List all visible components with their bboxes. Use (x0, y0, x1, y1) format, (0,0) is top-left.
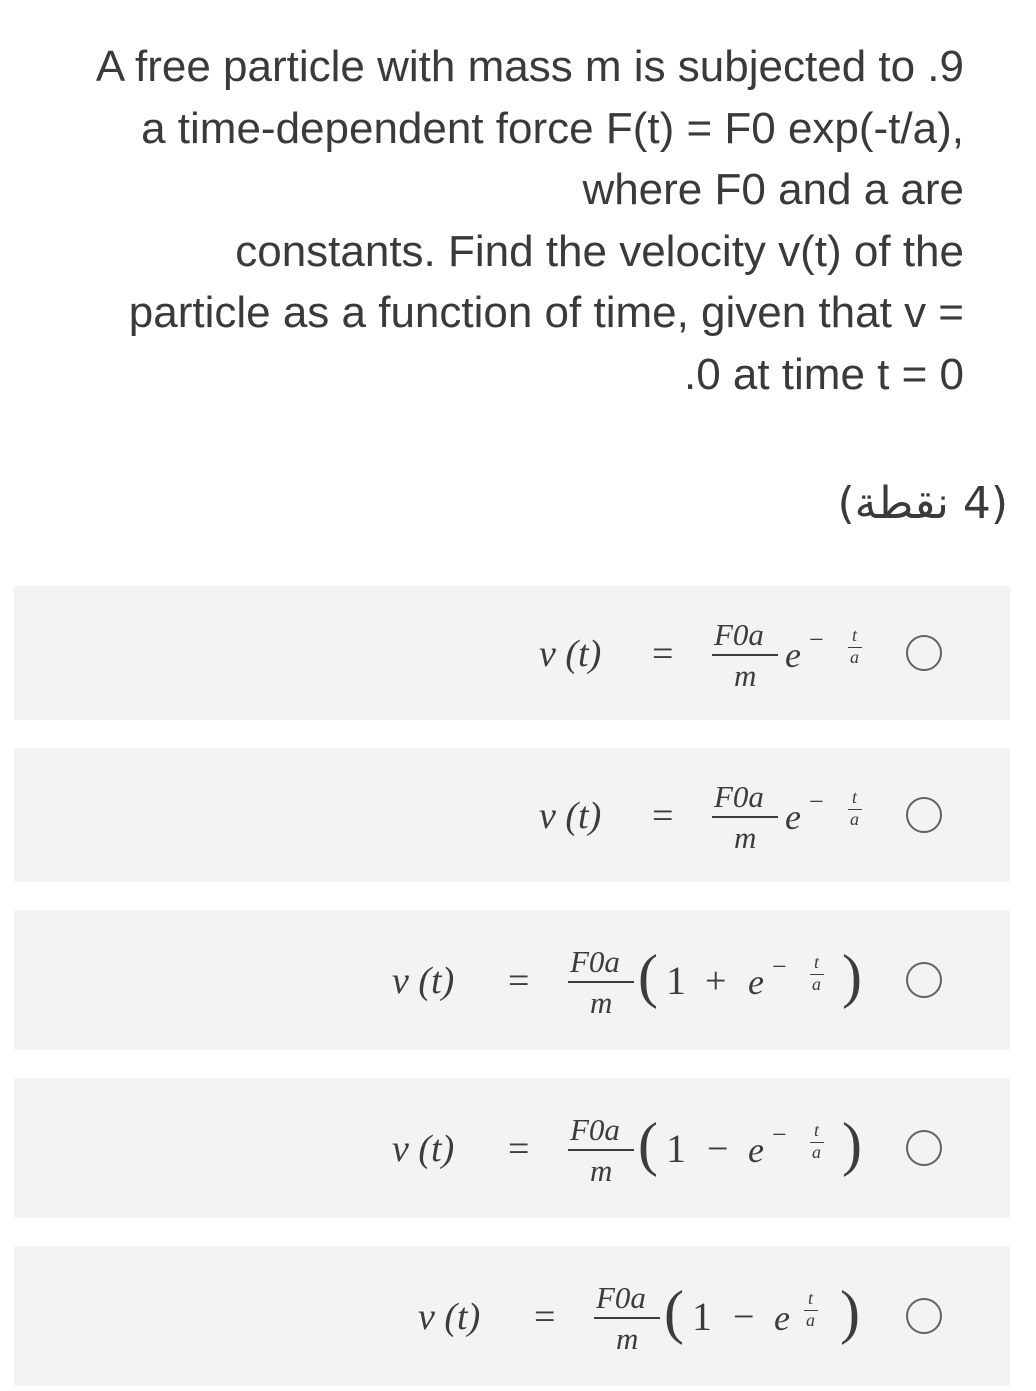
close-paren: ) (842, 1111, 862, 1177)
fraction-numerator: F0a (570, 1112, 620, 1147)
formula-lhs: v (t) (418, 1296, 481, 1338)
exp-denominator: a (850, 647, 859, 667)
formula-equals: = (534, 1296, 556, 1338)
formula-operator: − (707, 1128, 729, 1170)
fraction-numerator: F0a (714, 617, 764, 652)
radio-button[interactable] (906, 797, 942, 833)
answer-option-1[interactable] (14, 586, 1010, 720)
formula-lhs: v (t) (392, 1128, 455, 1170)
exp-sign: − (772, 1120, 787, 1149)
fraction-numerator: F0a (570, 944, 620, 979)
exp-numerator: t (814, 1120, 820, 1140)
question-line: A free particle with mass m is subjected to .9 (95, 42, 964, 91)
fraction-denominator: m (590, 985, 613, 1020)
option-formula (534, 603, 894, 703)
fraction-bar (712, 816, 778, 818)
option-formula (390, 1098, 890, 1198)
formula-lhs: v (t) (392, 960, 455, 1002)
exp-sign: − (809, 625, 824, 654)
points-label: (4 نقطة) (837, 478, 1008, 529)
open-paren: ( (664, 1279, 684, 1345)
fraction-bar (594, 1317, 660, 1319)
formula-one: 1 (666, 958, 686, 1003)
answer-option-2[interactable] (14, 748, 1010, 882)
question-line: where F0 and a are (582, 165, 964, 214)
formula-one: 1 (692, 1294, 712, 1339)
exp-denominator: a (850, 809, 859, 829)
fraction-denominator: m (734, 820, 757, 855)
option-formula (416, 1266, 896, 1366)
fraction-denominator: m (616, 1321, 639, 1356)
answer-option-5[interactable] (14, 1246, 1010, 1386)
formula-equals: = (652, 633, 674, 675)
exp-base: e (785, 797, 801, 837)
fraction-numerator: F0a (596, 1280, 646, 1315)
fraction-numerator: F0a (714, 779, 764, 814)
question-line: constants. Find the velocity v(t) of the (235, 226, 964, 276)
formula-operator: + (705, 960, 727, 1002)
formula-operator: − (733, 1296, 755, 1338)
open-paren: ( (638, 1111, 658, 1177)
radio-button[interactable] (906, 1298, 942, 1334)
exp-numerator: t (814, 952, 820, 972)
answer-option-3[interactable] (14, 910, 1010, 1050)
exp-base: e (748, 1130, 764, 1170)
question-line: a time-dependent force F(t) = F0 exp(-t/a), (141, 103, 964, 153)
radio-button[interactable] (906, 962, 942, 998)
option-formula (534, 765, 894, 865)
close-paren: ) (842, 943, 862, 1009)
exp-denominator: a (812, 974, 821, 994)
exp-numerator: t (808, 1288, 814, 1308)
radio-button[interactable] (906, 1130, 942, 1166)
formula-one: 1 (666, 1126, 686, 1171)
exp-denominator: a (806, 1310, 815, 1330)
radio-button[interactable] (906, 635, 942, 671)
question-line: particle as a function of time, given that v = (128, 288, 964, 337)
open-paren: ( (638, 943, 658, 1009)
answer-option-4[interactable] (14, 1078, 1010, 1218)
exp-numerator: t (852, 625, 858, 645)
fraction-bar (712, 654, 778, 656)
exp-sign: − (809, 787, 824, 816)
fraction-bar (568, 1149, 634, 1151)
fraction-bar (568, 981, 634, 983)
exp-sign: − (772, 952, 787, 981)
fraction-denominator: m (734, 658, 757, 693)
exp-base: e (774, 1298, 790, 1338)
exp-denominator: a (812, 1142, 821, 1162)
question-text (40, 36, 964, 405)
fraction-denominator: m (590, 1153, 613, 1188)
question-line: .0 at time t = 0 (683, 349, 964, 399)
exp-base: e (785, 635, 801, 675)
formula-equals: = (508, 960, 530, 1002)
formula-equals: = (508, 1128, 530, 1170)
formula-lhs: v (t) (539, 633, 602, 675)
formula-lhs: v (t) (539, 795, 602, 837)
option-formula (390, 930, 890, 1030)
formula-equals: = (652, 795, 674, 837)
exp-base: e (748, 962, 764, 1002)
exp-numerator: t (852, 787, 858, 807)
close-paren: ) (840, 1279, 860, 1345)
